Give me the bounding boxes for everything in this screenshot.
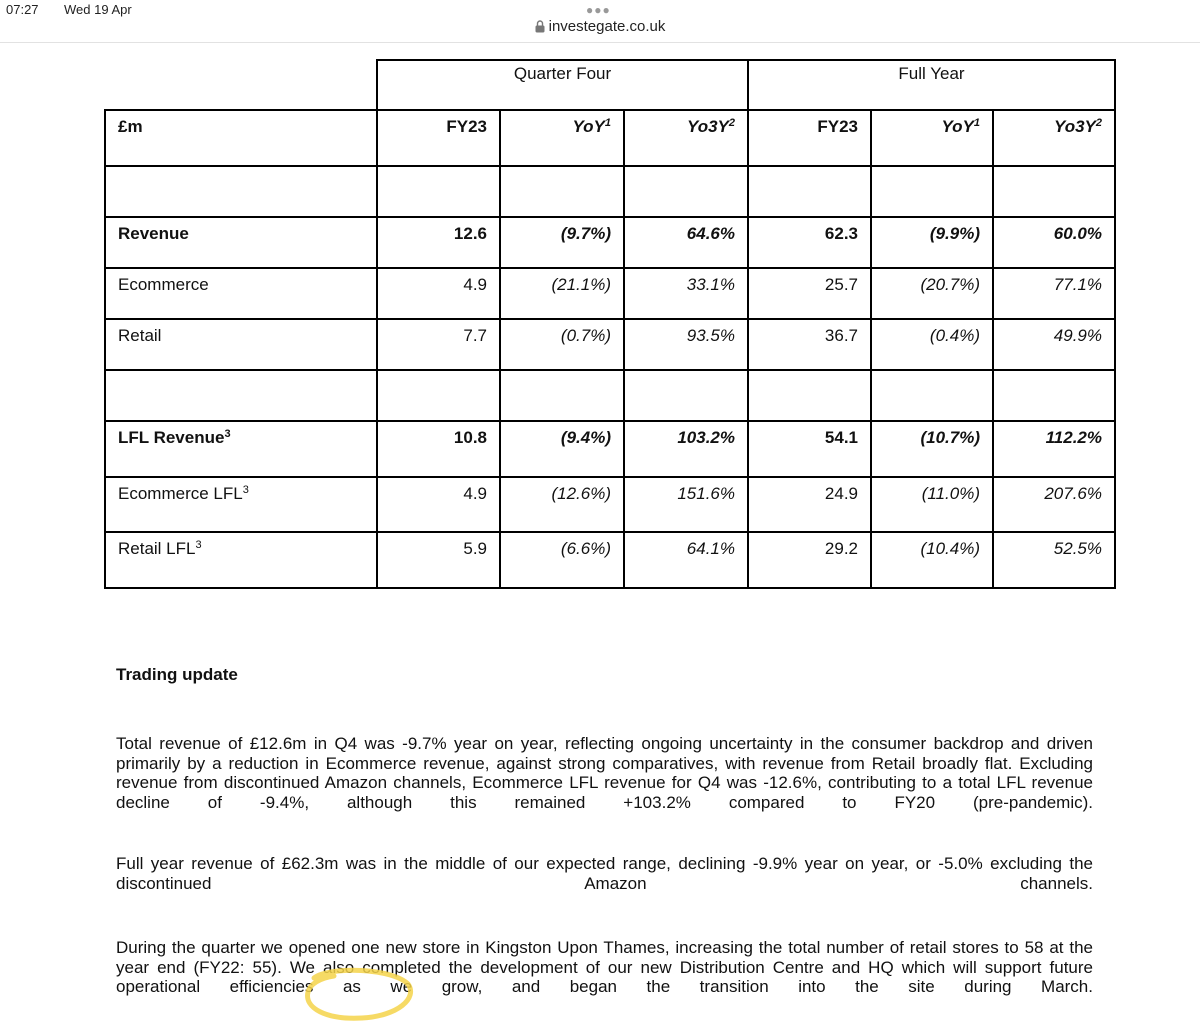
- col-header: [624, 110, 748, 166]
- cell: 29.2: [748, 532, 871, 588]
- footnote: 1: [604, 117, 611, 129]
- cell: 64.1%: [624, 532, 748, 588]
- col-header-label: YoY: [572, 117, 605, 136]
- cell: 10.8: [377, 421, 500, 477]
- address-bar[interactable]: [0, 18, 1200, 42]
- col-header-label: YoY: [941, 117, 974, 136]
- cell: 52.5%: [993, 532, 1115, 588]
- status-time: 07:27: [6, 2, 39, 17]
- col-header-label: FY23: [446, 117, 487, 136]
- cell: 60.0%: [993, 217, 1115, 268]
- col-header: [871, 110, 993, 166]
- multitasking-dots-icon[interactable]: ●●●: [586, 3, 611, 17]
- cell: (0.4%): [871, 319, 993, 370]
- cell: 36.7: [748, 319, 871, 370]
- cell: (21.1%): [500, 268, 624, 319]
- table-row: [105, 268, 1115, 319]
- section-heading: Trading update: [116, 665, 238, 684]
- cell: 103.2%: [624, 421, 748, 477]
- group-header-quarter: Quarter Four: [377, 60, 748, 110]
- url-text[interactable]: investegate.co.uk: [548, 18, 666, 35]
- cell: 54.1: [748, 421, 871, 477]
- cell: (0.7%): [500, 319, 624, 370]
- col-header: [377, 110, 500, 166]
- status-date: Wed 19 Apr: [64, 2, 132, 17]
- row-label: Revenue: [105, 217, 377, 268]
- group-header-row: [105, 60, 1115, 110]
- cell: (12.6%): [500, 477, 624, 532]
- cell: 49.9%: [993, 319, 1115, 370]
- paragraph-q4: Total revenue of £12.6m in Q4 was -9.7% year on year, reflecting ongoing uncertainty in the consumer backdrop and driven primarily by a reduction in Ecommerce revenue, against strong comparatives, with revenue from Retail broadly flat. Excluding revenue from discontinued Amazon channels, Ecommerce LFL revenue for Q4 was -12.6%, contributing to a total LFL revenue decline of -9.4%, although this remained +103.2% compared to FY20 (pre-pandemic).: [116, 734, 1093, 812]
- group-header-fullyear: Full Year: [748, 60, 1115, 110]
- footnote: 2: [728, 117, 735, 129]
- row-label: Ecommerce: [105, 268, 377, 319]
- cell: 7.7: [377, 319, 500, 370]
- row-label: Retail: [105, 319, 377, 370]
- cell: 24.9: [748, 477, 871, 532]
- cell: (9.4%): [500, 421, 624, 477]
- cell: 64.6%: [624, 217, 748, 268]
- cell: 5.9: [377, 532, 500, 588]
- col-header-label: FY23: [817, 117, 858, 136]
- table-row: [105, 532, 1115, 588]
- cell: 12.6: [377, 217, 500, 268]
- unit-label: £m: [105, 110, 377, 166]
- results-table: [104, 59, 1116, 589]
- cell: 93.5%: [624, 319, 748, 370]
- cell: (11.0%): [871, 477, 993, 532]
- cell: (10.7%): [871, 421, 993, 477]
- status-bar: [0, 0, 1200, 18]
- cell: (20.7%): [871, 268, 993, 319]
- col-header: [500, 110, 624, 166]
- spacer-row: [105, 166, 1115, 217]
- highlighter-circle-icon: [300, 962, 418, 1024]
- cell: (9.9%): [871, 217, 993, 268]
- lock-icon: [535, 20, 545, 37]
- cell: 4.9: [377, 268, 500, 319]
- row-label: Ecommerce LFL$^3$: [105, 477, 377, 532]
- col-header-label: Yo3Y: [1053, 117, 1096, 136]
- table-corner: [105, 60, 377, 110]
- col-header-label: Yo3Y: [686, 117, 729, 136]
- col-header: [748, 110, 871, 166]
- cell: (10.4%): [871, 532, 993, 588]
- table-row: [105, 217, 1115, 268]
- cell: 207.6%: [993, 477, 1115, 532]
- row-label: LFL Revenue$^3$: [105, 421, 377, 477]
- cell: 62.3: [748, 217, 871, 268]
- row-label: Retail LFL$^3$: [105, 532, 377, 588]
- spacer-row: [105, 370, 1115, 421]
- cell: (9.7%): [500, 217, 624, 268]
- paragraph-stores: During the quarter we opened one new store in Kingston Upon Thames, increasing the total number of retail stores to 58 at the year end (FY22: 55). We also completed the development of our new Distribution Centre and HQ which will support future operational efficiencies as we grow, and began the transition into the site during March.: [116, 938, 1093, 996]
- table-row: [105, 477, 1115, 532]
- cell: 151.6%: [624, 477, 748, 532]
- table-row: [105, 421, 1115, 477]
- footnote: 1: [973, 117, 980, 129]
- cell: 112.2%: [993, 421, 1115, 477]
- cell: 4.9: [377, 477, 500, 532]
- col-header: [993, 110, 1115, 166]
- toolbar-divider: [0, 42, 1200, 43]
- table-row: [105, 319, 1115, 370]
- cell: 33.1%: [624, 268, 748, 319]
- paragraph-full-year: Full year revenue of £62.3m was in the middle of our expected range, declining -9.9% year on year, or -5.0% excluding the discontinued Amazon channels.: [116, 854, 1093, 893]
- column-header-row: [105, 110, 1115, 166]
- cell: 77.1%: [993, 268, 1115, 319]
- footnote: 2: [1095, 117, 1102, 129]
- cell: (6.6%): [500, 532, 624, 588]
- cell: 25.7: [748, 268, 871, 319]
